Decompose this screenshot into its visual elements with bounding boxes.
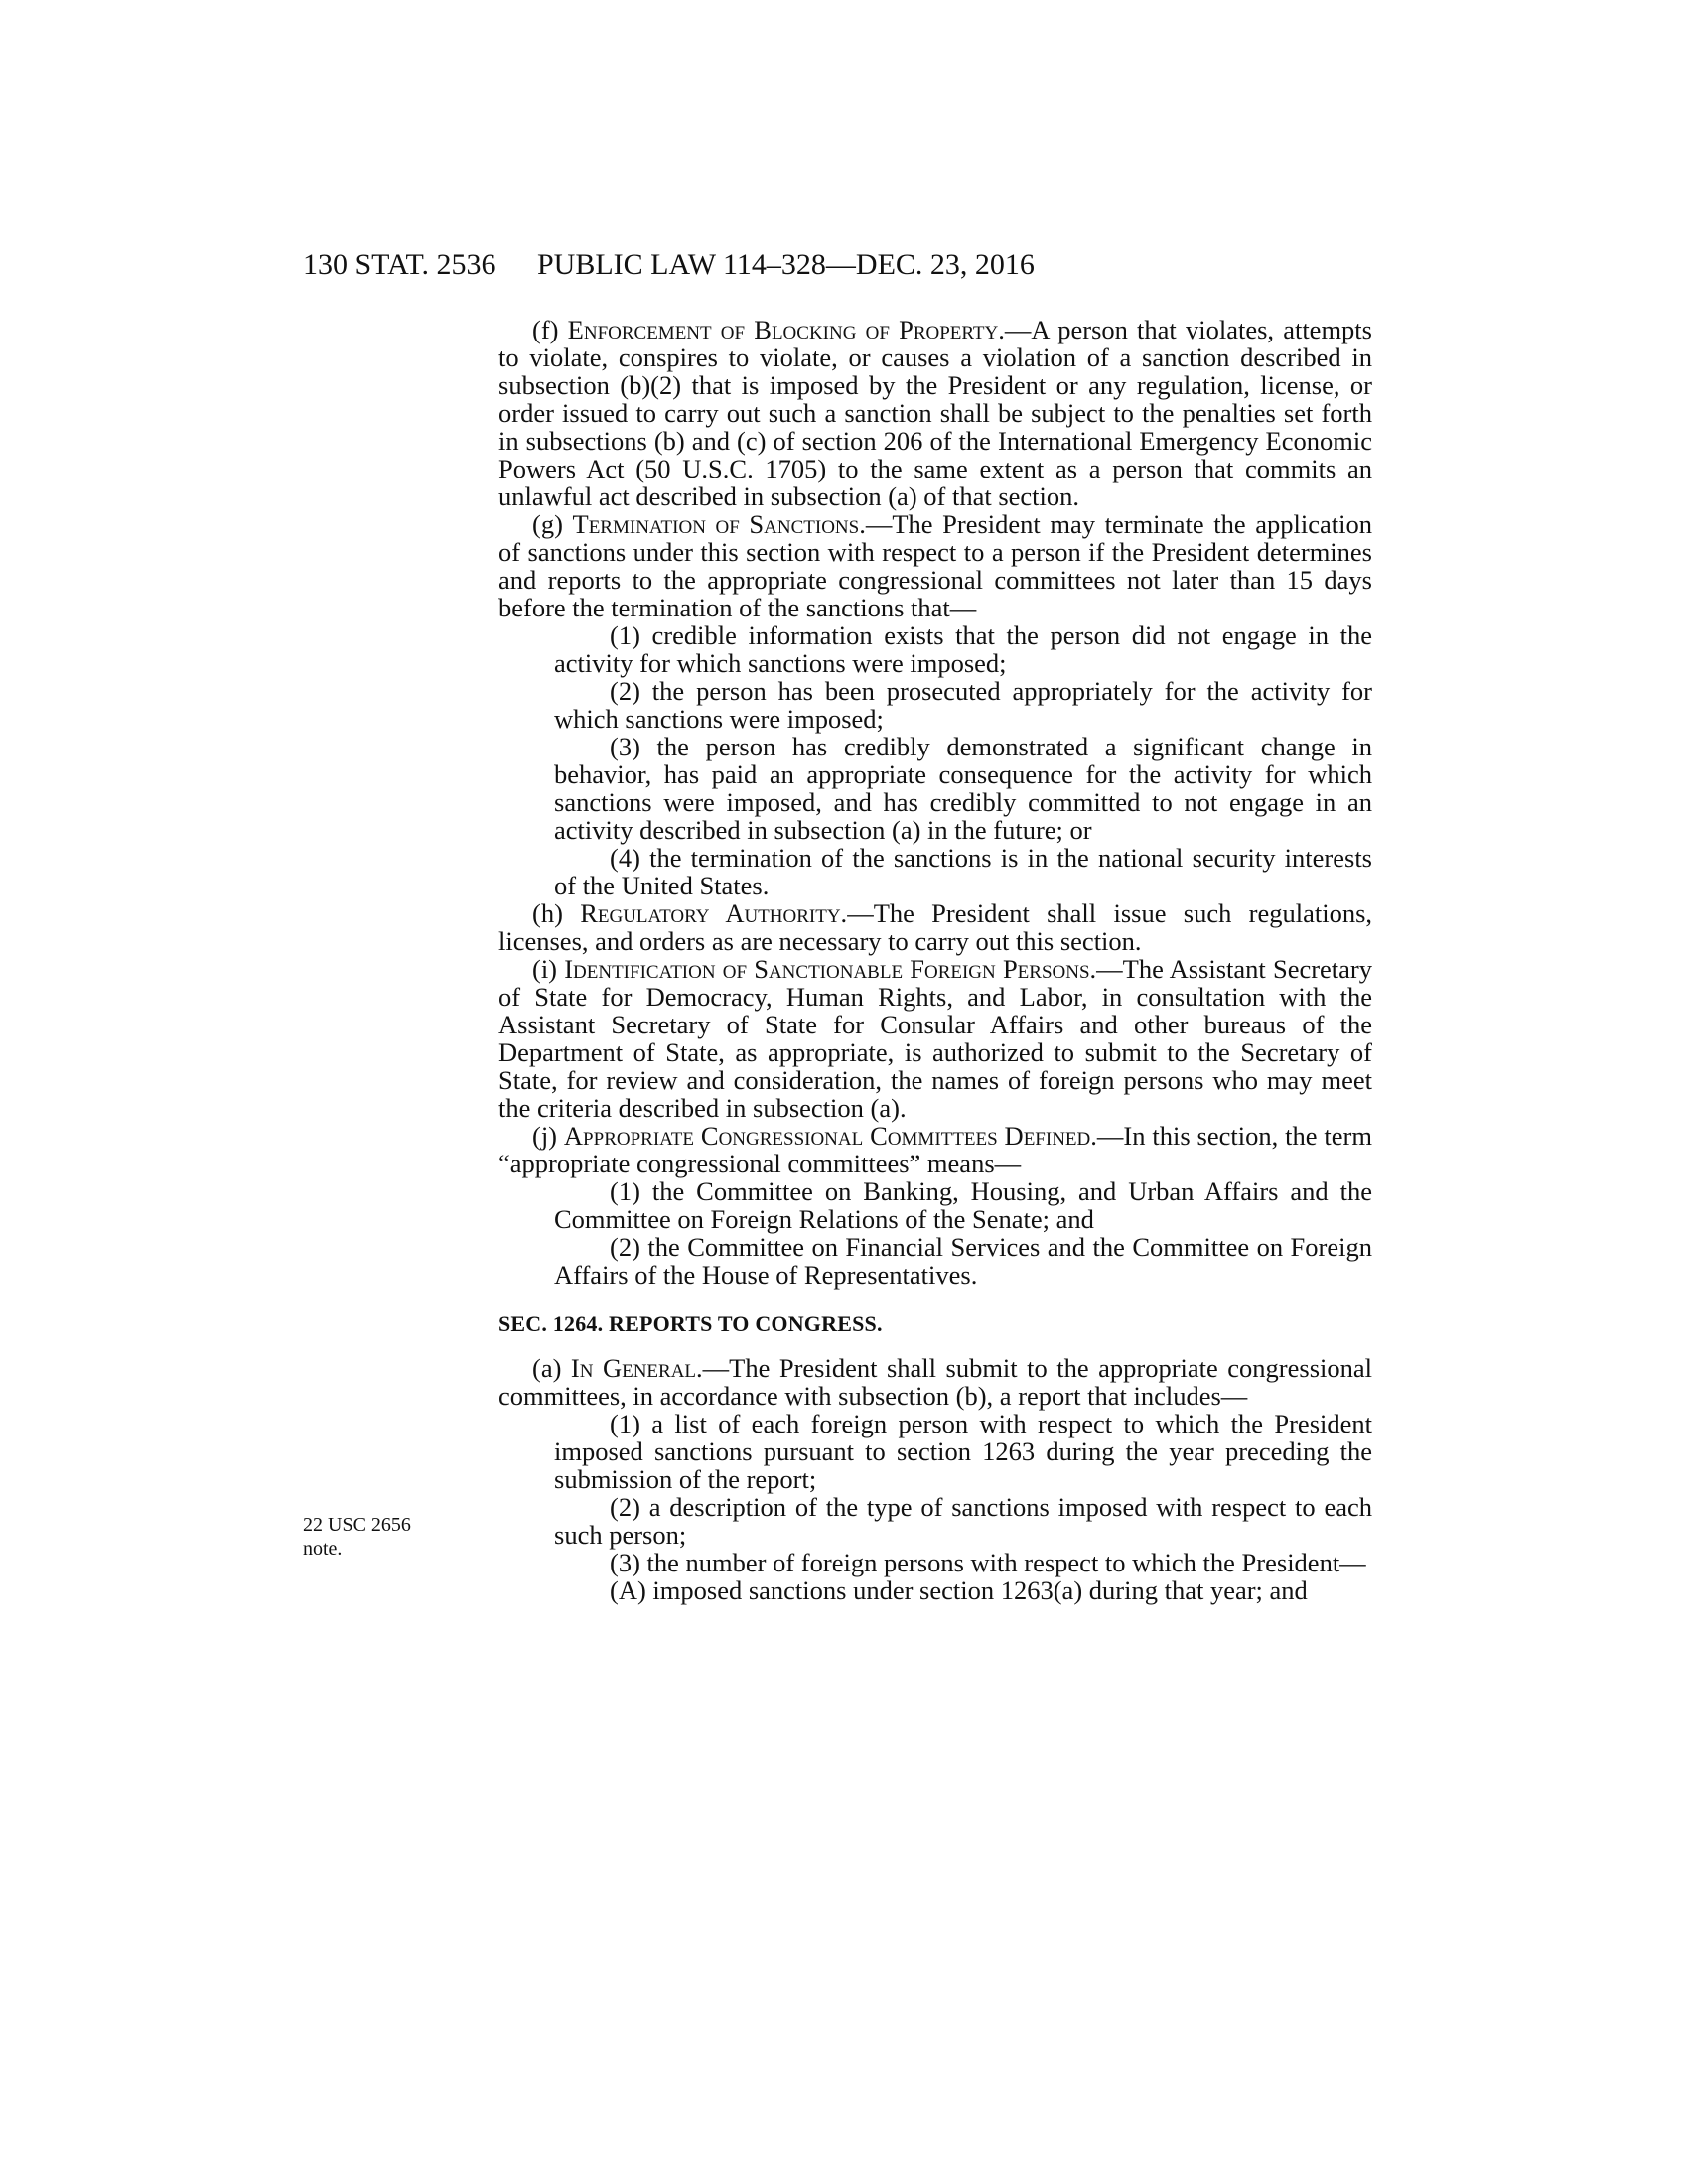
paragraph-a3: (3) the number of foreign persons with respect to which the President— <box>610 1548 1366 1577</box>
paragraph-label: (i) <box>532 954 565 984</box>
paragraph-a1: (1) a list of each foreign person with respect to which the President imposed sanctions pursuant to section 1263 during the year preceding the submission of the report; <box>554 1409 1372 1494</box>
paragraph-text: —The President may terminate the application of sanctions under this section with respect to a person if the President determines and reports to the appropriate congressional committees not later than 15 days before the termination of the sanctions that— <box>498 509 1373 622</box>
paragraph-text: —A person that violates, attempts to violate, conspires to violate, or causes a violation of a sanction described in subsection (b)(2) that is imposed by the President or any regulation, license, or order issued to carry out such a sanction shall be subject to the penalties set forth in subsections (b) and (c) of section 206 of the International Emergency Economic Powers Act (50 U.S.C. 1705) to the same extent as a person that commits an unlawful act described in subsection (a) of that section. <box>498 315 1372 511</box>
paragraph-heading: Appropriate Congressional Committees Defined. <box>563 1121 1097 1151</box>
paragraph-j2: (2) the Committee on Financial Services and the Committee on Foreign Affairs of the House of Representatives. <box>554 1232 1372 1290</box>
paragraph-g1: (1) credible information exists that the person did not engage in the activity for which sanctions were imposed; <box>554 620 1372 678</box>
paragraph-heading: Enforcement of Blocking of Property. <box>567 315 1005 344</box>
paragraph-text: —The Assistant Secretary of State for Democracy, Human Rights, and Labor, in consultation with the Assistant Secretary of State for Consular Affairs and other bureaus of the Department of State, as appropriate, is authorized to submit to the Secretary of State, for review and consideration, the names of foreign persons who may meet the criteria described in subsection (a). <box>498 954 1373 1123</box>
margin-note <box>303 1513 452 1561</box>
page-header <box>303 248 1375 288</box>
body-text <box>498 316 1372 1604</box>
paragraph-j1: (1) the Committee on Banking, Housing, and Urban Affairs and the Committee on Foreign Relations of the Senate; and <box>554 1176 1372 1234</box>
paragraph-aA: (A) imposed sanctions under section 1263(a) during that year; and <box>610 1575 1308 1605</box>
paragraph-label: (f) <box>532 315 568 344</box>
margin-note-suffix: note. <box>303 1538 343 1560</box>
paragraph-heading: Regulatory Authority. <box>580 898 848 928</box>
paragraph-heading: Termination of Sanctions. <box>572 509 866 539</box>
public-law-heading: PUBLIC LAW 114–328—DEC. 23, 2016 <box>537 248 1035 281</box>
stat-page-number: 130 STAT. 2536 <box>303 248 496 281</box>
paragraph-a <box>498 1354 1372 1410</box>
paragraph-f <box>498 316 1372 510</box>
paragraph-j <box>498 1122 1372 1177</box>
paragraph-g3: (3) the person has credibly demonstrated a significant change in behavior, has paid an appropriate consequence for the activity for which sanctions were imposed, and has credibly committed to not engage in an activity described in subsection (a) in the future; or <box>554 732 1372 845</box>
paragraph-heading: In General. <box>570 1353 703 1383</box>
paragraph-i <box>498 955 1372 1122</box>
paragraph-g4: (4) the termination of the sanctions is in the national security interests of the United States. <box>554 843 1372 900</box>
paragraph-text: —The President shall issue such regulations, licenses, and orders as are necessary to carry out this section. <box>498 898 1373 956</box>
paragraph-label: (g) <box>532 509 573 539</box>
paragraph-g2: (2) the person has been prosecuted appropriately for the activity for which sanctions were imposed; <box>554 676 1372 734</box>
paragraph-label: (h) <box>532 898 581 928</box>
paragraph-g <box>498 510 1372 621</box>
paragraph-h <box>498 899 1372 955</box>
paragraph-label: (j) <box>532 1121 564 1151</box>
margin-note-citation: 22 USC 2656 <box>303 1514 411 1536</box>
paragraph-heading: Identification of Sanctionable Foreign Persons. <box>564 954 1097 984</box>
paragraph-text: —In this section, the term “appropriate congressional committees” means— <box>498 1121 1372 1178</box>
section-title: SEC. 1264. REPORTS TO CONGRESS. <box>498 1311 883 1336</box>
paragraph-label: (a) <box>532 1353 571 1383</box>
paragraph-a2: (2) a description of the type of sanctions imposed with respect to each such person; <box>554 1492 1372 1550</box>
paragraph-text: —The President shall submit to the appropriate congressional committees, in accordance with subsection (b), a report that includes— <box>498 1353 1372 1411</box>
